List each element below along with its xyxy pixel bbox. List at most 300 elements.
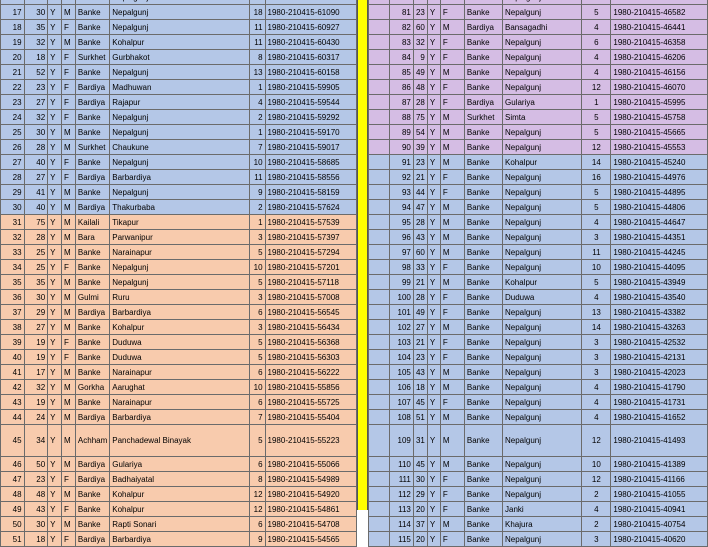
age-cell[interactable]: 9 xyxy=(413,50,427,65)
sex-cell[interactable]: M xyxy=(440,517,464,532)
place-cell[interactable]: Nepalgunj xyxy=(503,215,582,230)
empty-cell[interactable] xyxy=(369,395,390,410)
empty-cell[interactable] xyxy=(369,50,390,65)
code-cell[interactable]: 1980-210415-42532 xyxy=(611,335,708,350)
status-cell[interactable]: Y xyxy=(48,350,62,365)
serial-cell[interactable]: 49 xyxy=(1,502,25,517)
code-cell[interactable]: 1980-210415-46441 xyxy=(611,20,708,35)
district-cell[interactable]: Banke xyxy=(464,425,502,457)
district-cell[interactable]: Banke xyxy=(464,230,502,245)
status-cell[interactable]: Y xyxy=(48,305,62,320)
ward-cell[interactable]: 3 xyxy=(582,365,611,380)
sex-cell[interactable]: M xyxy=(62,457,76,472)
serial-cell[interactable]: 91 xyxy=(389,155,413,170)
age-cell[interactable]: 40 xyxy=(24,155,48,170)
code-cell[interactable]: 1980-210415-44806 xyxy=(611,200,708,215)
district-cell[interactable]: Bardiya xyxy=(75,457,109,472)
ward-cell[interactable]: 12 xyxy=(249,502,265,517)
ward-cell[interactable]: 9 xyxy=(249,185,265,200)
age-cell[interactable]: 18 xyxy=(413,380,427,395)
code-cell[interactable]: 1980-210415-55066 xyxy=(265,457,356,472)
district-cell[interactable]: Banke xyxy=(464,50,502,65)
district-cell[interactable]: Banke xyxy=(464,290,502,305)
serial-cell[interactable]: 113 xyxy=(389,502,413,517)
district-cell[interactable]: Banke xyxy=(464,200,502,215)
district-cell[interactable]: Achham xyxy=(75,425,109,457)
serial-cell[interactable]: 90 xyxy=(389,140,413,155)
status-cell[interactable]: Y xyxy=(48,20,62,35)
district-cell[interactable]: Banke xyxy=(464,487,502,502)
sex-cell[interactable]: F xyxy=(440,185,464,200)
status-cell[interactable]: Y xyxy=(48,517,62,532)
serial-cell[interactable]: 111 xyxy=(389,472,413,487)
sex-cell[interactable]: M xyxy=(440,275,464,290)
ward-cell[interactable]: 12 xyxy=(582,472,611,487)
code-cell[interactable]: 1980-210415-59017 xyxy=(265,140,356,155)
place-cell[interactable]: Nepalgunj xyxy=(503,320,582,335)
place-cell[interactable]: Duduwa xyxy=(110,350,249,365)
ward-cell[interactable]: 11 xyxy=(249,170,265,185)
serial-cell[interactable]: 110 xyxy=(389,457,413,472)
age-cell[interactable]: 29 xyxy=(24,305,48,320)
empty-cell[interactable] xyxy=(369,110,390,125)
empty-cell[interactable] xyxy=(369,5,390,20)
place-cell[interactable]: Barbardiya xyxy=(110,410,249,425)
district-cell[interactable]: Banke xyxy=(75,335,109,350)
ward-cell[interactable]: 4 xyxy=(582,290,611,305)
district-cell[interactable]: Banke xyxy=(464,260,502,275)
code-cell[interactable]: 1980-210415-60317 xyxy=(265,50,356,65)
code-cell[interactable]: 1980-210415-41731 xyxy=(611,395,708,410)
serial-cell[interactable]: 88 xyxy=(389,110,413,125)
age-cell[interactable]: 29 xyxy=(413,487,427,502)
ward-cell[interactable]: 6 xyxy=(249,305,265,320)
place-cell[interactable]: Nepalgunj xyxy=(503,350,582,365)
empty-cell[interactable] xyxy=(369,290,390,305)
ward-cell[interactable]: 2 xyxy=(249,110,265,125)
ward-cell[interactable]: 11 xyxy=(249,35,265,50)
age-cell[interactable]: 48 xyxy=(24,487,48,502)
serial-cell[interactable]: 99 xyxy=(389,275,413,290)
age-cell[interactable]: 47 xyxy=(413,200,427,215)
code-cell[interactable]: 1980-210415-44095 xyxy=(611,260,708,275)
sex-cell[interactable]: F xyxy=(440,487,464,502)
age-cell[interactable]: 48 xyxy=(413,80,427,95)
district-cell[interactable]: Banke xyxy=(75,185,109,200)
place-cell[interactable]: Ruru xyxy=(110,290,249,305)
ward-cell[interactable]: 3 xyxy=(582,350,611,365)
code-cell[interactable]: 1980-210415-42131 xyxy=(611,350,708,365)
status-cell[interactable]: Y xyxy=(427,335,440,350)
ward-cell[interactable]: 6 xyxy=(249,365,265,380)
age-cell[interactable]: 19 xyxy=(24,395,48,410)
code-cell[interactable]: 1980-210415-56303 xyxy=(265,350,356,365)
district-cell[interactable]: Banke xyxy=(75,20,109,35)
status-cell[interactable]: Y xyxy=(427,350,440,365)
serial-cell[interactable]: 33 xyxy=(1,245,25,260)
age-cell[interactable]: 33 xyxy=(413,260,427,275)
status-cell[interactable]: Y xyxy=(427,380,440,395)
age-cell[interactable]: 18 xyxy=(24,532,48,547)
serial-cell[interactable]: 114 xyxy=(389,517,413,532)
code-cell[interactable]: 1980-210415-56434 xyxy=(265,320,356,335)
age-cell[interactable]: 27 xyxy=(24,320,48,335)
code-cell[interactable]: 1980-210415-45240 xyxy=(611,155,708,170)
age-cell[interactable]: 23 xyxy=(413,350,427,365)
place-cell[interactable]: Nepalgunj xyxy=(110,125,249,140)
sex-cell[interactable]: F xyxy=(440,50,464,65)
code-cell[interactable]: 1980-210415-43540 xyxy=(611,290,708,305)
district-cell[interactable]: Banke xyxy=(464,350,502,365)
district-cell[interactable]: Banke xyxy=(75,350,109,365)
empty-cell[interactable] xyxy=(369,230,390,245)
empty-cell[interactable] xyxy=(369,185,390,200)
district-cell[interactable]: Surkhet xyxy=(75,140,109,155)
sex-cell[interactable]: F xyxy=(440,305,464,320)
ward-cell[interactable]: 6 xyxy=(582,35,611,50)
ward-cell[interactable]: 5 xyxy=(249,350,265,365)
status-cell[interactable]: Y xyxy=(427,80,440,95)
serial-cell[interactable]: 86 xyxy=(389,80,413,95)
place-cell[interactable]: Bansagadhi xyxy=(503,20,582,35)
place-cell[interactable]: Barbardiya xyxy=(110,170,249,185)
age-cell[interactable]: 44 xyxy=(413,185,427,200)
serial-cell[interactable]: 93 xyxy=(389,185,413,200)
code-cell[interactable]: 1980-210415-40941 xyxy=(611,502,708,517)
place-cell[interactable]: Nepalgunj xyxy=(110,65,249,80)
sex-cell[interactable]: M xyxy=(440,410,464,425)
ward-cell[interactable]: 14 xyxy=(582,155,611,170)
status-cell[interactable]: Y xyxy=(427,532,440,547)
place-cell[interactable]: Rajapur xyxy=(110,95,249,110)
ward-cell[interactable]: 3 xyxy=(582,230,611,245)
ward-cell[interactable]: 10 xyxy=(249,155,265,170)
district-cell[interactable]: Banke xyxy=(464,472,502,487)
ward-cell[interactable]: 2 xyxy=(249,200,265,215)
status-cell[interactable]: Y xyxy=(427,110,440,125)
serial-cell[interactable]: 48 xyxy=(1,487,25,502)
empty-cell[interactable] xyxy=(369,425,390,457)
sex-cell[interactable]: F xyxy=(440,502,464,517)
empty-cell[interactable] xyxy=(369,365,390,380)
ward-cell[interactable]: 13 xyxy=(582,305,611,320)
empty-cell[interactable] xyxy=(369,335,390,350)
age-cell[interactable]: 31 xyxy=(413,425,427,457)
empty-cell[interactable] xyxy=(369,215,390,230)
age-cell[interactable]: 28 xyxy=(24,140,48,155)
ward-cell[interactable]: 5 xyxy=(249,425,265,457)
empty-cell[interactable] xyxy=(369,305,390,320)
status-cell[interactable]: Y xyxy=(427,260,440,275)
serial-cell[interactable]: 38 xyxy=(1,320,25,335)
ward-cell[interactable]: 8 xyxy=(249,472,265,487)
serial-cell[interactable]: 87 xyxy=(389,95,413,110)
status-cell[interactable]: Y xyxy=(48,487,62,502)
place-cell[interactable]: Nepalgunj xyxy=(110,5,249,20)
status-cell[interactable]: Y xyxy=(48,365,62,380)
sex-cell[interactable]: M xyxy=(62,320,76,335)
age-cell[interactable]: 28 xyxy=(413,215,427,230)
status-cell[interactable]: Y xyxy=(48,50,62,65)
serial-cell[interactable]: 28 xyxy=(1,170,25,185)
code-cell[interactable]: 1980-210415-46070 xyxy=(611,80,708,95)
empty-cell[interactable] xyxy=(369,140,390,155)
ward-cell[interactable]: 12 xyxy=(249,487,265,502)
district-cell[interactable]: Banke xyxy=(464,320,502,335)
place-cell[interactable]: Nepalgunj xyxy=(503,472,582,487)
serial-cell[interactable]: 112 xyxy=(389,487,413,502)
age-cell[interactable]: 19 xyxy=(24,335,48,350)
status-cell[interactable]: Y xyxy=(427,35,440,50)
serial-cell[interactable]: 100 xyxy=(389,290,413,305)
serial-cell[interactable]: 22 xyxy=(1,80,25,95)
code-cell[interactable]: 1980-210415-58685 xyxy=(265,155,356,170)
district-cell[interactable]: Banke xyxy=(75,487,109,502)
serial-cell[interactable]: 47 xyxy=(1,472,25,487)
empty-cell[interactable] xyxy=(369,170,390,185)
serial-cell[interactable]: 83 xyxy=(389,35,413,50)
age-cell[interactable]: 27 xyxy=(413,320,427,335)
empty-cell[interactable] xyxy=(369,80,390,95)
age-cell[interactable]: 25 xyxy=(24,245,48,260)
code-cell[interactable]: 1980-210415-55725 xyxy=(265,395,356,410)
ward-cell[interactable]: 5 xyxy=(582,110,611,125)
age-cell[interactable]: 39 xyxy=(413,140,427,155)
district-cell[interactable]: Surkhet xyxy=(75,50,109,65)
status-cell[interactable]: Y xyxy=(48,140,62,155)
district-cell[interactable]: Banke xyxy=(464,35,502,50)
code-cell[interactable]: 1980-210415-56222 xyxy=(265,365,356,380)
ward-cell[interactable]: 5 xyxy=(249,245,265,260)
age-cell[interactable]: 41 xyxy=(24,185,48,200)
place-cell[interactable]: Gurbhakot xyxy=(110,50,249,65)
sex-cell[interactable]: F xyxy=(62,532,76,547)
district-cell[interactable]: Banke xyxy=(75,365,109,380)
code-cell[interactable]: 1980-210415-60430 xyxy=(265,35,356,50)
district-cell[interactable]: Banke xyxy=(75,245,109,260)
serial-cell[interactable]: 45 xyxy=(1,425,25,457)
serial-cell[interactable]: 43 xyxy=(1,395,25,410)
code-cell[interactable]: 1980-210415-55223 xyxy=(265,425,356,457)
district-cell[interactable]: Banke xyxy=(464,5,502,20)
sex-cell[interactable]: M xyxy=(440,20,464,35)
empty-cell[interactable] xyxy=(369,532,390,547)
code-cell[interactable]: 1980-210415-41166 xyxy=(611,472,708,487)
age-cell[interactable]: 75 xyxy=(413,110,427,125)
status-cell[interactable]: Y xyxy=(427,65,440,80)
district-cell[interactable]: Surkhet xyxy=(464,110,502,125)
place-cell[interactable]: Madhuwan xyxy=(110,80,249,95)
place-cell[interactable]: Nepalgunj xyxy=(503,230,582,245)
ward-cell[interactable]: 10 xyxy=(249,380,265,395)
status-cell[interactable]: Y xyxy=(427,365,440,380)
ward-cell[interactable]: 9 xyxy=(249,532,265,547)
district-cell[interactable]: Bara xyxy=(75,230,109,245)
code-cell[interactable]: 1980-210415-54708 xyxy=(265,517,356,532)
district-cell[interactable]: Banke xyxy=(75,125,109,140)
district-cell[interactable]: Banke xyxy=(75,517,109,532)
age-cell[interactable]: 54 xyxy=(413,125,427,140)
sex-cell[interactable]: F xyxy=(440,80,464,95)
district-cell[interactable]: Bardiya xyxy=(75,170,109,185)
place-cell[interactable]: Nepalgunj xyxy=(503,185,582,200)
ward-cell[interactable]: 2 xyxy=(582,517,611,532)
ward-cell[interactable]: 10 xyxy=(582,260,611,275)
sex-cell[interactable]: F xyxy=(62,80,76,95)
ward-cell[interactable]: 3 xyxy=(249,230,265,245)
place-cell[interactable]: Rapti Sonari xyxy=(110,517,249,532)
age-cell[interactable]: 20 xyxy=(413,532,427,547)
sex-cell[interactable]: F xyxy=(62,472,76,487)
ward-cell[interactable]: 5 xyxy=(582,200,611,215)
ward-cell[interactable]: 7 xyxy=(249,410,265,425)
serial-cell[interactable]: 97 xyxy=(389,245,413,260)
code-cell[interactable]: 1980-210415-44895 xyxy=(611,185,708,200)
status-cell[interactable]: Y xyxy=(48,230,62,245)
serial-cell[interactable]: 27 xyxy=(1,155,25,170)
age-cell[interactable]: 23 xyxy=(24,472,48,487)
sex-cell[interactable]: F xyxy=(440,472,464,487)
empty-cell[interactable] xyxy=(369,502,390,517)
place-cell[interactable]: Nepalgunj xyxy=(503,457,582,472)
district-cell[interactable]: Banke xyxy=(75,110,109,125)
serial-cell[interactable]: 104 xyxy=(389,350,413,365)
age-cell[interactable]: 18 xyxy=(24,50,48,65)
ward-cell[interactable]: 3 xyxy=(582,335,611,350)
sex-cell[interactable]: F xyxy=(62,95,76,110)
age-cell[interactable]: 35 xyxy=(24,275,48,290)
code-cell[interactable]: 1980-210415-58159 xyxy=(265,185,356,200)
sex-cell[interactable]: F xyxy=(440,260,464,275)
code-cell[interactable]: 1980-210415-55856 xyxy=(265,380,356,395)
status-cell[interactable]: Y xyxy=(427,410,440,425)
ward-cell[interactable]: 7 xyxy=(249,140,265,155)
empty-cell[interactable] xyxy=(369,487,390,502)
serial-cell[interactable]: 85 xyxy=(389,65,413,80)
serial-cell[interactable]: 24 xyxy=(1,110,25,125)
ward-cell[interactable]: 3 xyxy=(249,290,265,305)
age-cell[interactable]: 43 xyxy=(413,365,427,380)
ward-cell[interactable]: 3 xyxy=(582,532,611,547)
empty-cell[interactable] xyxy=(369,517,390,532)
age-cell[interactable]: 60 xyxy=(413,245,427,260)
district-cell[interactable]: Bardiya xyxy=(75,472,109,487)
code-cell[interactable]: 1980-210415-59905 xyxy=(265,80,356,95)
ward-cell[interactable]: 8 xyxy=(249,50,265,65)
code-cell[interactable]: 1980-210415-46206 xyxy=(611,50,708,65)
code-cell[interactable]: 1980-210415-57624 xyxy=(265,200,356,215)
sex-cell[interactable]: F xyxy=(440,35,464,50)
code-cell[interactable]: 1980-210415-61090 xyxy=(265,5,356,20)
district-cell[interactable]: Banke xyxy=(464,395,502,410)
age-cell[interactable]: 28 xyxy=(24,230,48,245)
place-cell[interactable]: Nepalgunj xyxy=(503,245,582,260)
status-cell[interactable]: Y xyxy=(427,305,440,320)
status-cell[interactable]: Y xyxy=(427,395,440,410)
empty-cell[interactable] xyxy=(369,380,390,395)
serial-cell[interactable]: 44 xyxy=(1,410,25,425)
district-cell[interactable]: Bardiya xyxy=(75,532,109,547)
age-cell[interactable]: 25 xyxy=(24,260,48,275)
ward-cell[interactable]: 1 xyxy=(249,80,265,95)
status-cell[interactable]: Y xyxy=(427,517,440,532)
status-cell[interactable]: Y xyxy=(427,275,440,290)
sex-cell[interactable]: M xyxy=(62,230,76,245)
sex-cell[interactable]: M xyxy=(62,517,76,532)
sex-cell[interactable]: M xyxy=(440,215,464,230)
ward-cell[interactable]: 6 xyxy=(249,457,265,472)
place-cell[interactable]: Tikapur xyxy=(110,215,249,230)
district-cell[interactable]: Banke xyxy=(464,245,502,260)
age-cell[interactable]: 34 xyxy=(24,425,48,457)
sex-cell[interactable]: F xyxy=(440,350,464,365)
place-cell[interactable]: Nepalgunj xyxy=(503,260,582,275)
code-cell[interactable]: 1980-210415-41790 xyxy=(611,380,708,395)
serial-cell[interactable]: 102 xyxy=(389,320,413,335)
place-cell[interactable]: Nepalgunj xyxy=(110,260,249,275)
place-cell[interactable]: Aarughat xyxy=(110,380,249,395)
place-cell[interactable]: Gulariya xyxy=(110,457,249,472)
district-cell[interactable]: Kailali xyxy=(75,215,109,230)
code-cell[interactable]: 1980-210415-41652 xyxy=(611,410,708,425)
empty-cell[interactable] xyxy=(369,472,390,487)
place-cell[interactable]: Narainapur xyxy=(110,245,249,260)
sex-cell[interactable]: M xyxy=(440,365,464,380)
serial-cell[interactable]: 39 xyxy=(1,335,25,350)
district-cell[interactable]: Banke xyxy=(464,365,502,380)
district-cell[interactable]: Banke xyxy=(75,395,109,410)
place-cell[interactable]: Nepalgunj xyxy=(503,410,582,425)
status-cell[interactable]: Y xyxy=(427,487,440,502)
age-cell[interactable]: 23 xyxy=(413,155,427,170)
sex-cell[interactable]: M xyxy=(62,365,76,380)
status-cell[interactable]: Y xyxy=(48,502,62,517)
sex-cell[interactable]: M xyxy=(62,125,76,140)
serial-cell[interactable]: 17 xyxy=(1,5,25,20)
code-cell[interactable]: 1980-210415-57118 xyxy=(265,275,356,290)
age-cell[interactable]: 45 xyxy=(413,395,427,410)
age-cell[interactable]: 30 xyxy=(24,517,48,532)
ward-cell[interactable]: 18 xyxy=(249,5,265,20)
code-cell[interactable]: 1980-210415-55404 xyxy=(265,410,356,425)
ward-cell[interactable]: 1 xyxy=(582,95,611,110)
serial-cell[interactable]: 82 xyxy=(389,20,413,35)
sex-cell[interactable]: M xyxy=(440,320,464,335)
status-cell[interactable]: Y xyxy=(48,125,62,140)
code-cell[interactable]: 1980-210415-45995 xyxy=(611,95,708,110)
place-cell[interactable]: Duduwa xyxy=(503,290,582,305)
serial-cell[interactable]: 34 xyxy=(1,260,25,275)
district-cell[interactable]: Bardiya xyxy=(75,80,109,95)
place-cell[interactable]: Kohalpur xyxy=(110,320,249,335)
sex-cell[interactable]: M xyxy=(62,215,76,230)
place-cell[interactable]: Kohalpur xyxy=(110,35,249,50)
ward-cell[interactable]: 5 xyxy=(249,275,265,290)
place-cell[interactable]: Janki xyxy=(503,502,582,517)
place-cell[interactable]: Narainapur xyxy=(110,395,249,410)
status-cell[interactable]: Y xyxy=(48,155,62,170)
status-cell[interactable]: Y xyxy=(427,170,440,185)
status-cell[interactable]: Y xyxy=(427,125,440,140)
serial-cell[interactable]: 20 xyxy=(1,50,25,65)
place-cell[interactable]: Khajura xyxy=(503,517,582,532)
code-cell[interactable]: 1980-210415-41389 xyxy=(611,457,708,472)
status-cell[interactable]: Y xyxy=(427,245,440,260)
sex-cell[interactable]: M xyxy=(440,425,464,457)
district-cell[interactable]: Banke xyxy=(464,155,502,170)
sex-cell[interactable]: M xyxy=(62,200,76,215)
serial-cell[interactable]: 81 xyxy=(389,5,413,20)
